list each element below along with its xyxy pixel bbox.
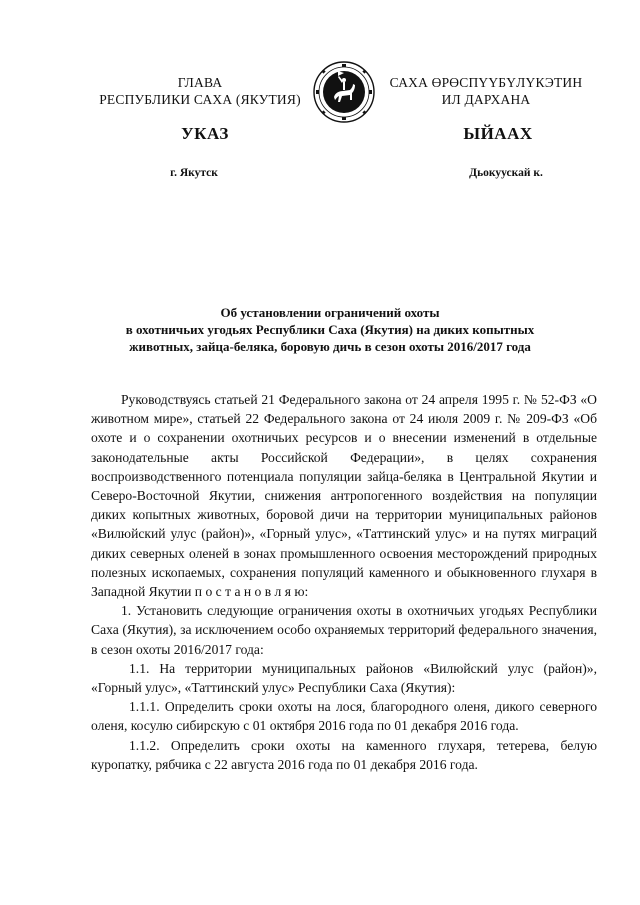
clause-1-1-2-paragraph: 1.1.2. Определить сроки охоты на каменного глухаря, тетерева, белую куропатку, рябчика с 22 августа 2016 года по 01 декабря 2016 года. [91,737,597,772]
clause-1-paragraph: 1. Установить следующие ограничения охоты в охотничьих угодьях Республики Саха (Якутия), за исключением особо охраняемых территорий федерального значения, в сезон охоты 2016/2017 года: [91,603,597,657]
header-left-line1: ГЛАВА [177,75,223,90]
preamble-paragraph: Руководствуясь статьей 21 Федерального закона от 24 апреля 1995 г. № 52-ФЗ «О животном мире», статьей 22 Федерального закона от 24 июля 2009 г. № 209-ФЗ «Об охоте и о сохранении охотничьих ресурсов и о внесении изменений в отдельные законодательные акты Российской Федерации», в целях сохранения воспроизводственного потенциала популяции зайца-беляка в Центральной Якутии и Северо-Восточной Якутии, снижения антропогенного воздействия на популяции диких копытных животных, боровой дичи на территории муниципальных районов «Вилюйский улус (район)», «Горный улус», «Таттинский улус» и на путях миграций диких северных оленей в зонах промышленного освоения месторождений природных полезных ископаемых, сохранения популяций каменного и обыкновенного глухаря в Западной Якутии п о с т а н о в л я ю: [91,392,597,600]
title-line2: в охотничьих угодьях Республики Саха (Якутия) на диких копытных [125,322,535,337]
coat-of-arms-sakha-icon [312,60,376,124]
header-left-line2: РЕСПУБЛИКИ САХА (ЯКУТИЯ) [99,92,301,107]
title-line1: Об установлении ограничений охоты [220,305,440,320]
document-title [80,304,580,355]
city-label-sakha: Дьокуускай к. [469,167,543,179]
decree-label-sakha: ЫЙААХ [463,124,533,143]
header-right-line2: ИЛ ДАРХАНА [441,92,531,107]
document-body [91,390,597,774]
city-label-ru: г. Якутск [170,167,218,179]
decree-label-ru: УКАЗ [181,124,229,143]
title-line3: животных, зайца-беляка, боровую дичь в сезон охоты 2016/2017 года [129,339,531,354]
header-right-line1: САХА ӨРӨСПҮҮБҮЛҮКЭТИН [389,75,583,90]
header-right [376,74,596,108]
clause-1-1-1-paragraph: 1.1.1. Определить сроки охоты на лося, благородного оленя, дикого северного оленя, косулю сибирскую с 01 октября 2016 года по 01 декабря 2016 года. [91,699,597,734]
header-left [64,74,336,108]
clause-1-1-paragraph: 1.1. На территории муниципальных районов «Вилюйский улус (район)», «Горный улус», «Таттинский улус» Республики Саха (Якутия): [91,660,597,696]
